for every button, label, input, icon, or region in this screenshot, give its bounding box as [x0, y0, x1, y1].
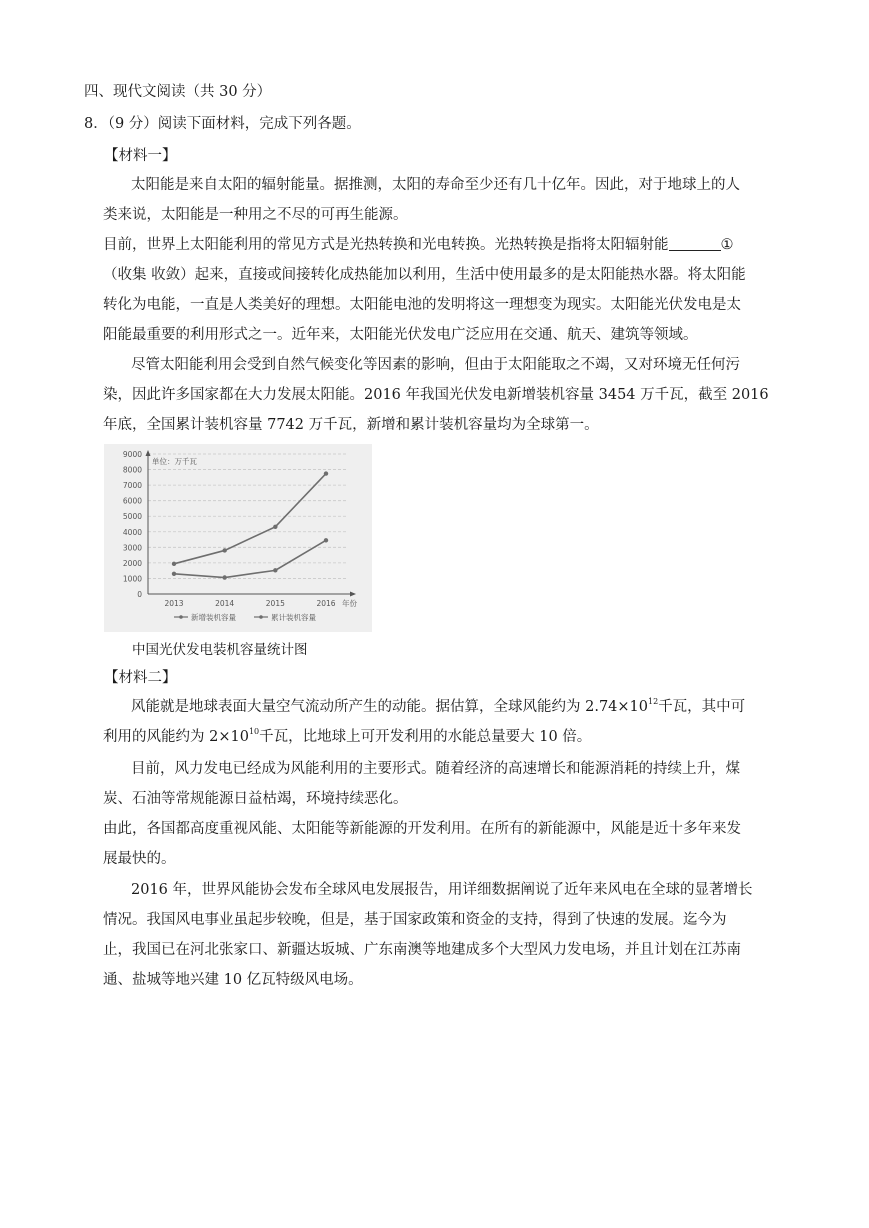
x-tick-label: 2013 — [164, 599, 184, 608]
paragraph-line: 通、盐城等地兴建 10 亿瓦特级风电场。 — [103, 972, 363, 988]
unit-label: 单位：万千瓦 — [152, 457, 197, 466]
chart-canvas — [104, 444, 372, 632]
paragraph-line: 展最快的。 — [103, 851, 176, 867]
material-one-heading: 【材料一】 — [104, 148, 177, 164]
paragraph-line: 年底，全国累计装机容量 7742 万千瓦，新增和累计装机容量均为全球第一。 — [103, 417, 599, 433]
paragraph-line: 炭、石油等常规能源日益枯竭，环境持续恶化。 — [103, 791, 408, 807]
series-line — [174, 474, 326, 564]
data-point — [273, 525, 277, 529]
paragraph-line — [103, 235, 734, 255]
x-tick-label: 2014 — [215, 599, 235, 608]
y-tick-label: 5000 — [122, 512, 142, 522]
y-tick-label: 9000 — [122, 450, 142, 459]
section-title: 四、现代文阅读（共 30 分） — [84, 84, 272, 100]
exponent: 12 — [648, 697, 659, 706]
paragraph-text: 千瓦，其中可 — [658, 699, 746, 715]
paragraph-line: 染，因此许多国家都在大力发展太阳能。2016 年我国光伏发电新增装机容量 3454 万千瓦，截至 2016 — [103, 387, 769, 403]
legend-label: 新增装机容量 — [191, 613, 236, 622]
y-tick-label: 6000 — [122, 496, 142, 506]
data-point — [273, 568, 277, 572]
fill-in-blank — [669, 236, 721, 251]
paragraph-line: 太阳能是来自太阳的辐射能量。据推测，太阳的寿命至少还有几十亿年。因此，对于地球上的人 — [131, 177, 740, 193]
series-line — [174, 540, 326, 577]
y-tick-label: 1000 — [122, 574, 142, 584]
paragraph-line: 目前，风力发电已经成为风能利用的主要形式。随着经济的高速增长和能源消耗的持续上升，煤 — [131, 761, 740, 777]
paragraph-line — [131, 697, 745, 717]
y-tick-label: 4000 — [122, 527, 142, 537]
paragraph-line: 类来说，太阳能是一种用之不尽的可再生能源。 — [103, 207, 408, 223]
y-tick-label: 3000 — [122, 543, 142, 553]
x-axis-label: 年份 — [342, 599, 357, 608]
y-tick-label: 8000 — [122, 465, 142, 475]
solar-capacity-chart — [104, 444, 372, 632]
blank-marker: ① — [720, 237, 734, 253]
paragraph-text: 目前，世界上太阳能利用的常见方式是光热转换和光电转换。光热转换是指将太阳辐射能 — [103, 237, 669, 253]
legend-marker — [259, 615, 263, 619]
paragraph-line: 2016 年，世界风能协会发布全球风电发展报告，用详细数据阐说了近年来风电在全球的显著增长 — [131, 882, 753, 898]
x-tick-label: 2015 — [265, 599, 285, 608]
data-point — [172, 572, 176, 576]
material-two-heading: 【材料二】 — [104, 670, 177, 686]
paragraph-line: 情况。我国风电事业虽起步较晚，但是，基于国家政策和资金的支持，得到了快速的发展。迄今为 — [103, 912, 727, 928]
y-tick-label: 0 — [137, 590, 142, 599]
paragraph-line: 阳能最重要的利用形式之一。近年来，太阳能光伏发电广泛应用在交通、航天、建筑等领域。 — [103, 327, 698, 343]
paragraph-text: 风能就是地球表面大量空气流动所产生的动能。据估算，全球风能约为 2.74×10 — [131, 699, 648, 715]
data-point — [324, 538, 328, 542]
data-point — [172, 562, 176, 566]
question-stem: 8．（9 分）阅读下面材料，完成下列各题。 — [84, 116, 361, 132]
paragraph-text: 千瓦，比地球上可开发利用的水能总量要大 10 倍。 — [259, 729, 592, 745]
chart-caption: 中国光伏发电装机容量统计图 — [132, 642, 308, 658]
data-point — [222, 548, 226, 552]
legend-label: 累计装机容量 — [271, 613, 316, 622]
exponent: 10 — [248, 727, 260, 736]
data-point — [324, 471, 328, 475]
paragraph-line: （收集 收敛）起来，直接或间接转化成热能加以利用，生活中使用最多的是太阳能热水器。将太阳能 — [103, 267, 746, 283]
data-point — [222, 575, 226, 579]
legend-marker — [179, 615, 183, 619]
x-tick-label: 2016 — [316, 599, 336, 608]
y-axis-arrow — [146, 450, 151, 456]
paragraph-line — [103, 727, 591, 747]
paragraph-line: 由此，各国都高度重视风能、太阳能等新能源的开发利用。在所有的新能源中，风能是近十多年来发 — [103, 821, 741, 837]
paragraph-line: 转化为电能，一直是人类美好的理想。太阳能电池的发明将这一理想变为现实。太阳能光伏发电是太 — [103, 297, 741, 313]
paragraph-line: 止，我国已在河北张家口、新疆达坂城、广东南澳等地建成多个大型风力发电场，并且计划在江苏南 — [103, 942, 741, 958]
y-tick-label: 7000 — [122, 481, 142, 491]
paragraph-text: 利用的风能约为 2×10 — [103, 729, 249, 745]
x-axis-arrow — [350, 592, 356, 597]
paragraph-line: 尽管太阳能利用会受到自然气候变化等因素的影响，但由于太阳能取之不竭，又对环境无任何污 — [131, 357, 740, 373]
y-tick-label: 2000 — [122, 558, 142, 568]
